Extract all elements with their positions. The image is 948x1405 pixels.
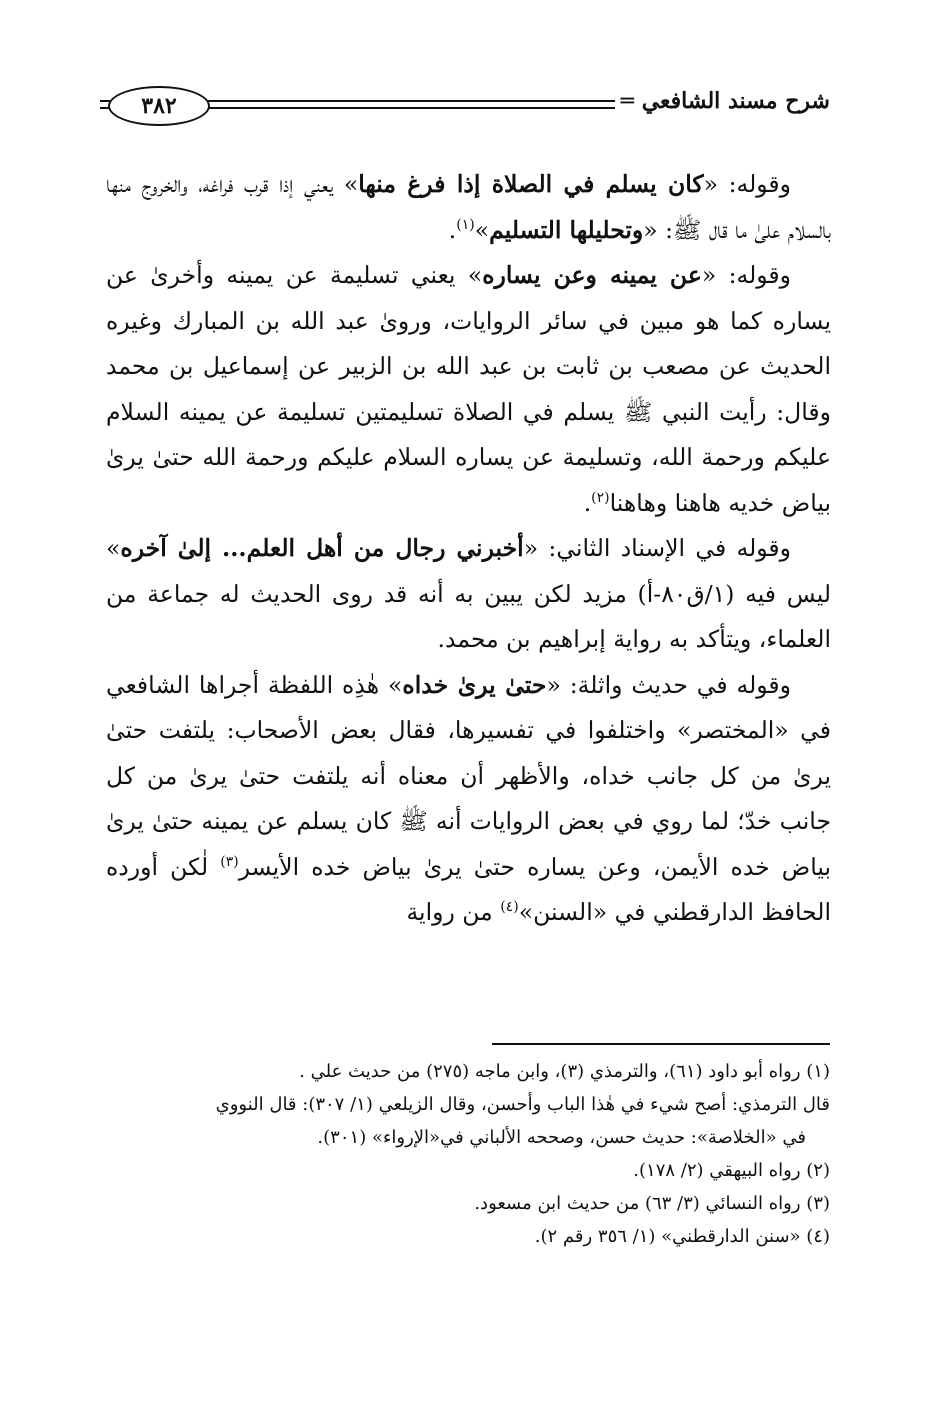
quoted-text: حتىٰ يرىٰ خداه — [402, 670, 547, 699]
text-run: لٰكن أورده الحافظ الدارقطني في «السنن» — [106, 852, 831, 926]
footnote: (٤) «سنن الدارقطني» (١/ ٣٥٦ رقم ٢). — [534, 1226, 830, 1247]
text-run: » يعني إذا قرب فراغه، والخروج منها بالسلام علىٰ ما قال ﷺ: « — [106, 170, 831, 244]
text-run: . — [583, 488, 592, 517]
text-run: » هٰذِه اللفظة أجراها الشافعي في «المختصر» واختلفوا في تفسيرها، فقال بعض الأصحاب: يلتفت حتىٰ يرىٰ من كل جانب خداه، والأظهر أن معناه أنه يلتفت حتىٰ يرىٰ من كل جانب خدّ؛ لما روي في بعض الروايات أنه ﷺ كان يسلم عن يمينه حتىٰ يرىٰ بياض خده الأيمن، وعن يساره حتىٰ يرىٰ بياض خده الأيسر — [106, 670, 831, 881]
footnote: في «الخلاصة»: حديث حسن، وصححه الألباني في«الإرواء» (٣٠١). — [317, 1127, 806, 1148]
paragraph — [106, 526, 831, 663]
page-number: ٣٨٢ — [141, 93, 177, 119]
text-run: وقوله في حديث واثلة: « — [546, 670, 791, 699]
paragraph — [106, 253, 831, 526]
text-run: . — [448, 215, 457, 244]
footnotes — [110, 1055, 830, 1253]
header-rule-bottom — [206, 107, 615, 109]
page-header — [100, 86, 830, 126]
running-title-text: شرح مسند الشافعي — [641, 88, 830, 114]
text-run: » ليس فيه (١/ق٨٠-أ) مزيد لكن يبين به أنه قد روى الحديث له جماعة من العلماء، ويتأكد به رواية إبراهيم بن محمد. — [106, 534, 831, 653]
paragraph — [106, 162, 831, 253]
quoted-text: عن يمينه وعن يساره — [482, 261, 702, 289]
text-run: وقوله في الإسناد الثاني: « — [523, 534, 791, 562]
footnote: (١) رواه أبو داود (٦١)، والترمذي (٣)، وابن ماجه (٢٧٥) من حديث علي . — [299, 1061, 830, 1082]
running-title — [621, 88, 830, 114]
text-run: من رواية — [406, 898, 501, 926]
header-rule-top — [206, 100, 615, 102]
quoted-text: أخبرني رجال من أهل العلم... إلىٰ آخره — [120, 534, 524, 562]
text-run: » يعني تسليمة عن يمينه وأخرىٰ عن يساره كما هو مبين في سائر الروايات، وروىٰ عبد الله بن المبارك وغيره الحديث عن مصعب بن ثابت بن عبد الله بن الزبير عن إسماعيل بن محمد وقال: رأيت النبي ﷺ يسلم في الصلاة تسليمتين تسليمة عن يمينه السلام عليكم ورحمة الله، وتسليمة عن يساره السلام عليكم ورحمة الله حتىٰ يرىٰ بياض خديه هاهنا وهاهنا — [106, 261, 831, 517]
footnote: (٢) رواه البيهقي (٢/ ١٧٨). — [633, 1160, 830, 1181]
paragraph — [106, 663, 831, 936]
footnote-ref: (٤) — [500, 899, 519, 916]
text-run: » — [474, 215, 490, 244]
main-text — [106, 162, 831, 936]
quoted-text: كان يسلم في الصلاة إذا فرغ منها — [358, 170, 704, 198]
footnote: (٣) رواه النسائي (٣/ ٦٣) من حديث ابن مسعود. — [474, 1193, 830, 1214]
text-run: وقوله: « — [703, 170, 792, 198]
footnote-ref: (٢) — [591, 489, 610, 506]
footnote: قال الترمذي: أصح شيء في هٰذا الباب وأحسن، وقال الزيلعي (١/ ٣٠٧): قال النووي — [215, 1094, 830, 1115]
footnote-ref: (١) — [456, 216, 475, 233]
title-mark: ═ — [620, 88, 635, 114]
text-run: وقوله: « — [701, 261, 792, 289]
quoted-text: وتحليلها التسليم — [489, 215, 644, 244]
footnote-separator — [492, 1043, 830, 1045]
page-number-badge — [108, 86, 210, 126]
footnote-ref: (٣) — [220, 853, 239, 870]
